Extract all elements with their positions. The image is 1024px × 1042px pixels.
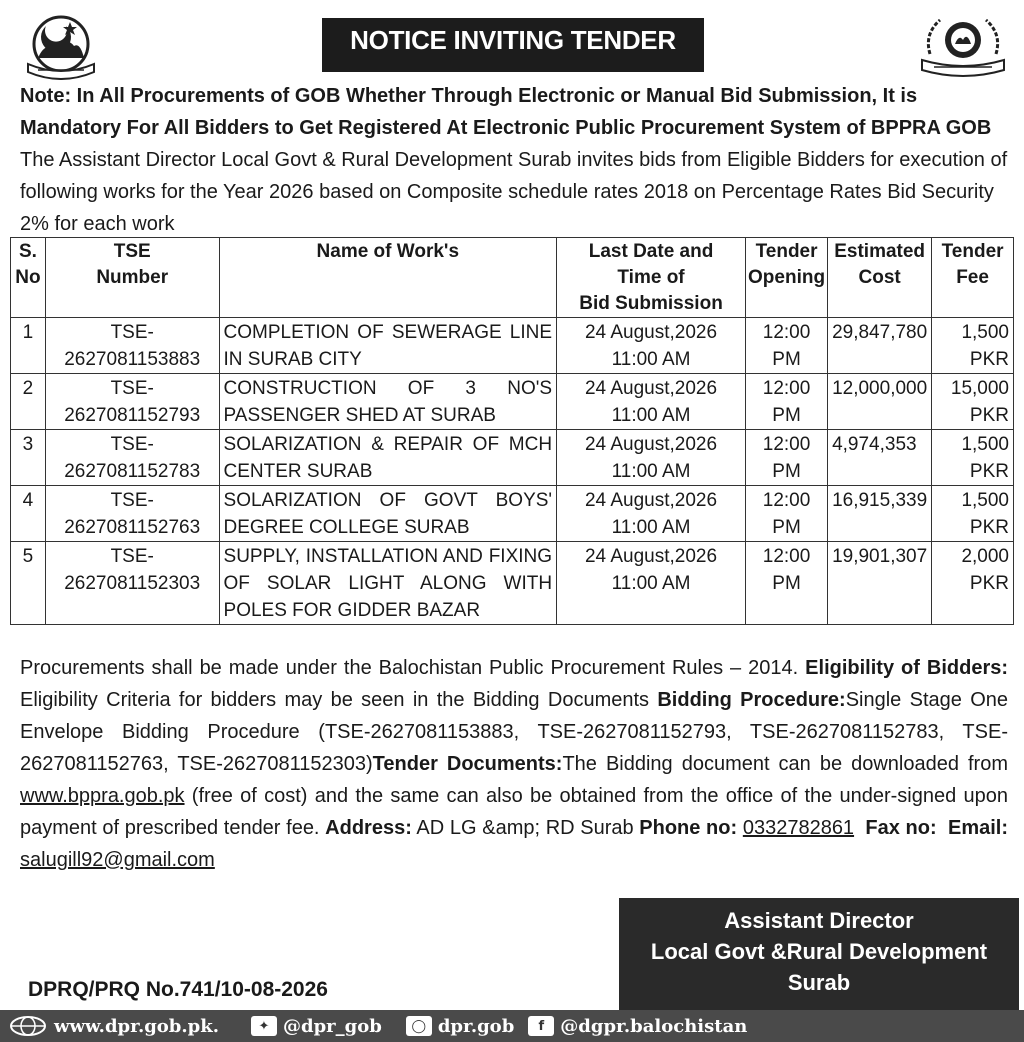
table-row xyxy=(11,486,1014,542)
cell-tse: TSE- 2627081152793 xyxy=(45,374,219,430)
cell-date: 24 August,2026 11:00 AM xyxy=(557,486,746,542)
cell-tse: TSE- 2627081152303 xyxy=(45,542,219,625)
cell-work: SOLARIZATION OF GOVT BOYS' DEGREE COLLEGE SURAB xyxy=(219,486,557,542)
email-label: Email: xyxy=(947,817,1009,839)
cell-work: SOLARIZATION & REPAIR OF MCH CENTER SURAB xyxy=(219,430,557,486)
documents-text-2: (free of cost) and the same can also be obtained from the office of the under-signed upon payment of prescribed tender fee. xyxy=(20,785,1008,839)
col-header-date: Last Date and Time of Bid Submission xyxy=(557,238,746,318)
cell-date: 24 August,2026 11:00 AM xyxy=(557,318,746,374)
col-header-sno: S. No xyxy=(11,238,46,318)
tender-table xyxy=(10,237,1014,625)
note-text: The Assistant Director Local Govt & Rural Development Surab invites bids from Eligible Bidders for execution of following works for the Year 2026 based on Composite schedule rates 2018 on Percentage Rates Bid Security 2% for each work xyxy=(20,149,1008,235)
documents-text: The Bidding document can be downloaded from xyxy=(562,753,1008,775)
footer-bar xyxy=(0,1010,1024,1042)
signature-box xyxy=(619,898,1019,1011)
intro-note xyxy=(20,80,1010,240)
table-row xyxy=(11,542,1014,625)
signature-department: Local Govt &Rural Development xyxy=(650,939,988,964)
cell-opening: 12:00 PM xyxy=(746,430,828,486)
cell-tse: TSE- 2627081152763 xyxy=(45,486,219,542)
col-header-tse: TSE Number xyxy=(45,238,219,318)
table-row xyxy=(11,430,1014,486)
cell-cost: 29,847,780 xyxy=(828,318,932,374)
eligibility-text: Eligibility Criteria for bidders may be seen in the Bidding Documents xyxy=(20,689,658,711)
address-label: Address: xyxy=(325,817,412,839)
cell-sno: 1 xyxy=(11,318,46,374)
cell-fee: 2,000 PKR xyxy=(932,542,1014,625)
cell-sno: 3 xyxy=(11,430,46,486)
footer-facebook-text: @dgpr.balochistan xyxy=(560,1015,748,1037)
dpr-balochistan-emblem-icon xyxy=(918,14,1008,80)
address-text: AD LG &amp; RD Surab xyxy=(411,817,640,839)
footer-website[interactable] xyxy=(8,1015,219,1037)
phone-link[interactable]: 0332782861 xyxy=(742,817,855,839)
fax-label: Fax no: xyxy=(865,817,937,839)
bppra-website-link[interactable]: www.bppra.gob.pk xyxy=(20,785,185,807)
cell-fee: 1,500 PKR xyxy=(932,318,1014,374)
cell-fee: 15,000 PKR xyxy=(932,374,1014,430)
cell-date: 24 August,2026 11:00 AM xyxy=(557,374,746,430)
cell-tse: TSE- 2627081153883 xyxy=(45,318,219,374)
footer-twitter[interactable] xyxy=(251,1016,382,1037)
signature-title: Assistant Director xyxy=(724,908,914,933)
footer-facebook[interactable] xyxy=(528,1016,747,1037)
procedure-label: Bidding Procedure: xyxy=(657,689,846,711)
cell-work: SUPPLY, INSTALLATION AND FIXING OF SOLAR LIGHT ALONG WITH POLES FOR GIDDER BAZAR xyxy=(219,542,557,625)
signature-location: Surab xyxy=(787,970,851,995)
cell-opening: 12:00 PM xyxy=(746,374,828,430)
cell-sno: 5 xyxy=(11,542,46,625)
procedure-text: Single Stage One Envelope Bidding Procedure (TSE-2627081153883, TSE-2627081152793, TSE-2627081152783, TSE-2627081152763, TSE-2627081152303) xyxy=(20,689,1009,775)
twitter-icon: ✦ xyxy=(251,1016,277,1036)
cell-cost: 12,000,000 xyxy=(828,374,932,430)
cell-date: 24 August,2026 11:00 AM xyxy=(557,542,746,625)
globe-icon xyxy=(8,1015,48,1037)
col-header-fee: Tender Fee xyxy=(932,238,1014,318)
table-header-row xyxy=(11,238,1014,318)
email-link[interactable]: salugill92@gmail.com xyxy=(20,849,215,871)
footer-instagram[interactable] xyxy=(406,1016,514,1037)
col-header-opening: Tender Opening xyxy=(746,238,828,318)
col-header-cost: Estimated Cost xyxy=(828,238,932,318)
cell-fee: 1,500 PKR xyxy=(932,486,1014,542)
cell-cost: 4,974,353 xyxy=(828,430,932,486)
phone-label: Phone no: xyxy=(639,817,738,839)
cell-tse: TSE- 2627081152783 xyxy=(45,430,219,486)
page-title: NOTICE INVITING TENDER xyxy=(322,18,704,72)
header xyxy=(0,0,1024,82)
eligibility-label: Eligibility of Bidders: xyxy=(805,657,1009,679)
reference-number: DPRQ/PRQ No.741/10-08-2026 xyxy=(28,978,328,1001)
cell-work: CONSTRUCTION OF 3 NO'S PASSENGER SHED AT SURAB xyxy=(219,374,557,430)
footer-twitter-text: @dpr_gob xyxy=(282,1015,382,1037)
instagram-icon: ◯ xyxy=(406,1016,432,1036)
cell-opening: 12:00 PM xyxy=(746,486,828,542)
col-header-work: Name of Work's xyxy=(219,238,557,318)
cell-opening: 12:00 PM xyxy=(746,318,828,374)
cell-sno: 2 xyxy=(11,374,46,430)
cell-cost: 19,901,307 xyxy=(828,542,932,625)
cell-date: 24 August,2026 11:00 AM xyxy=(557,430,746,486)
rules-text: Procurements shall be made under the Balochistan Public Procurement Rules – 2014. xyxy=(20,657,806,679)
cell-fee: 1,500 PKR xyxy=(932,430,1014,486)
cell-sno: 4 xyxy=(11,486,46,542)
cell-cost: 16,915,339 xyxy=(828,486,932,542)
note-bold: Note: In All Procurements of GOB Whether Through Electronic or Manual Bid Submission, It is Mandatory For All Bidders to Get Registered At Electronic Public Procurement System of BPPRA GOB xyxy=(20,85,992,139)
facebook-icon: f xyxy=(528,1016,554,1036)
table-row xyxy=(11,374,1014,430)
footer-instagram-text: dpr.gob xyxy=(437,1015,515,1037)
balochistan-govt-seal-icon xyxy=(24,14,98,80)
cell-opening: 12:00 PM xyxy=(746,542,828,625)
footer-website-text: www.dpr.gob.pk. xyxy=(54,1015,219,1037)
table-row xyxy=(11,318,1014,374)
procurement-details xyxy=(20,652,1008,876)
cell-work: COMPLETION OF SEWERAGE LINE IN SURAB CITY xyxy=(219,318,557,374)
documents-label: Tender Documents: xyxy=(372,753,563,775)
